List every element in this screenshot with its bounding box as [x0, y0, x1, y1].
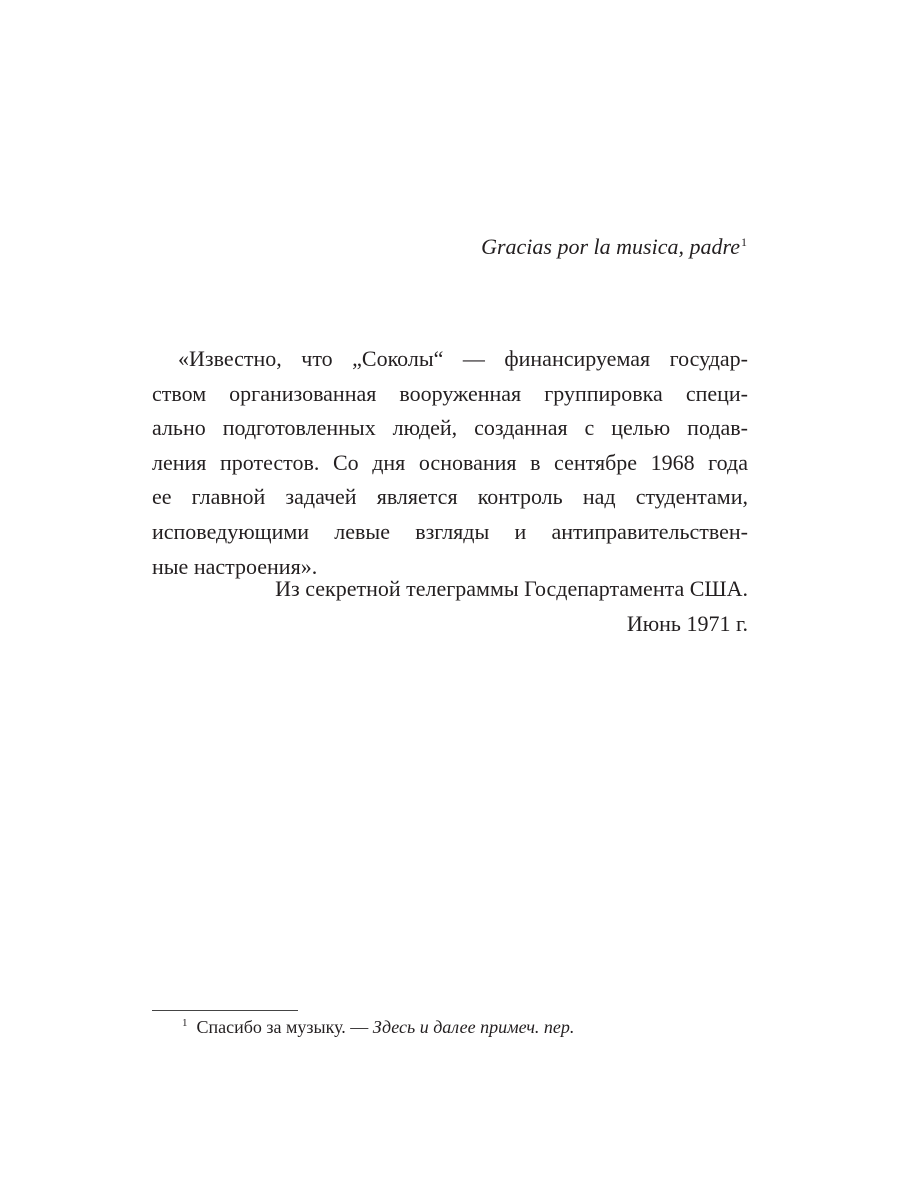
quote-paragraph	[152, 342, 748, 584]
footnote-mark: 1	[182, 1017, 188, 1029]
attribution-date: Июнь 1971 г.	[626, 610, 748, 636]
footnote-divider	[152, 1010, 298, 1011]
epigraph-text: Gracias por la musica, padre	[481, 234, 740, 259]
quote-line: «Известно, что „Соколы“ — финансируемая государ-	[178, 346, 748, 371]
quote-attribution	[275, 572, 748, 641]
quote-line: ально подготовленных людей, созданная с целью подав-	[152, 415, 748, 441]
quote-line: ные настроения».	[152, 553, 318, 579]
footnote-note: Здесь и далее примеч. пер.	[372, 1017, 575, 1037]
footnote-reference[interactable]: 1	[741, 235, 747, 249]
footnote	[182, 1017, 574, 1038]
quote-line: ее главной задачей является контроль над студентами,	[152, 484, 748, 510]
quote-line: ления протестов. Со дня основания в сентябре 1968 года	[152, 449, 748, 475]
footnote-text: Спасибо за музыку. —	[196, 1017, 373, 1037]
attribution-source: Из секретной телеграммы Госдепартамента США.	[275, 576, 748, 601]
epigraph	[481, 234, 747, 260]
quote-line: ством организованная вооруженная группировка специ-	[152, 380, 748, 406]
quote-line: исповедующими левые взгляды и антиправительствен-	[152, 518, 748, 544]
